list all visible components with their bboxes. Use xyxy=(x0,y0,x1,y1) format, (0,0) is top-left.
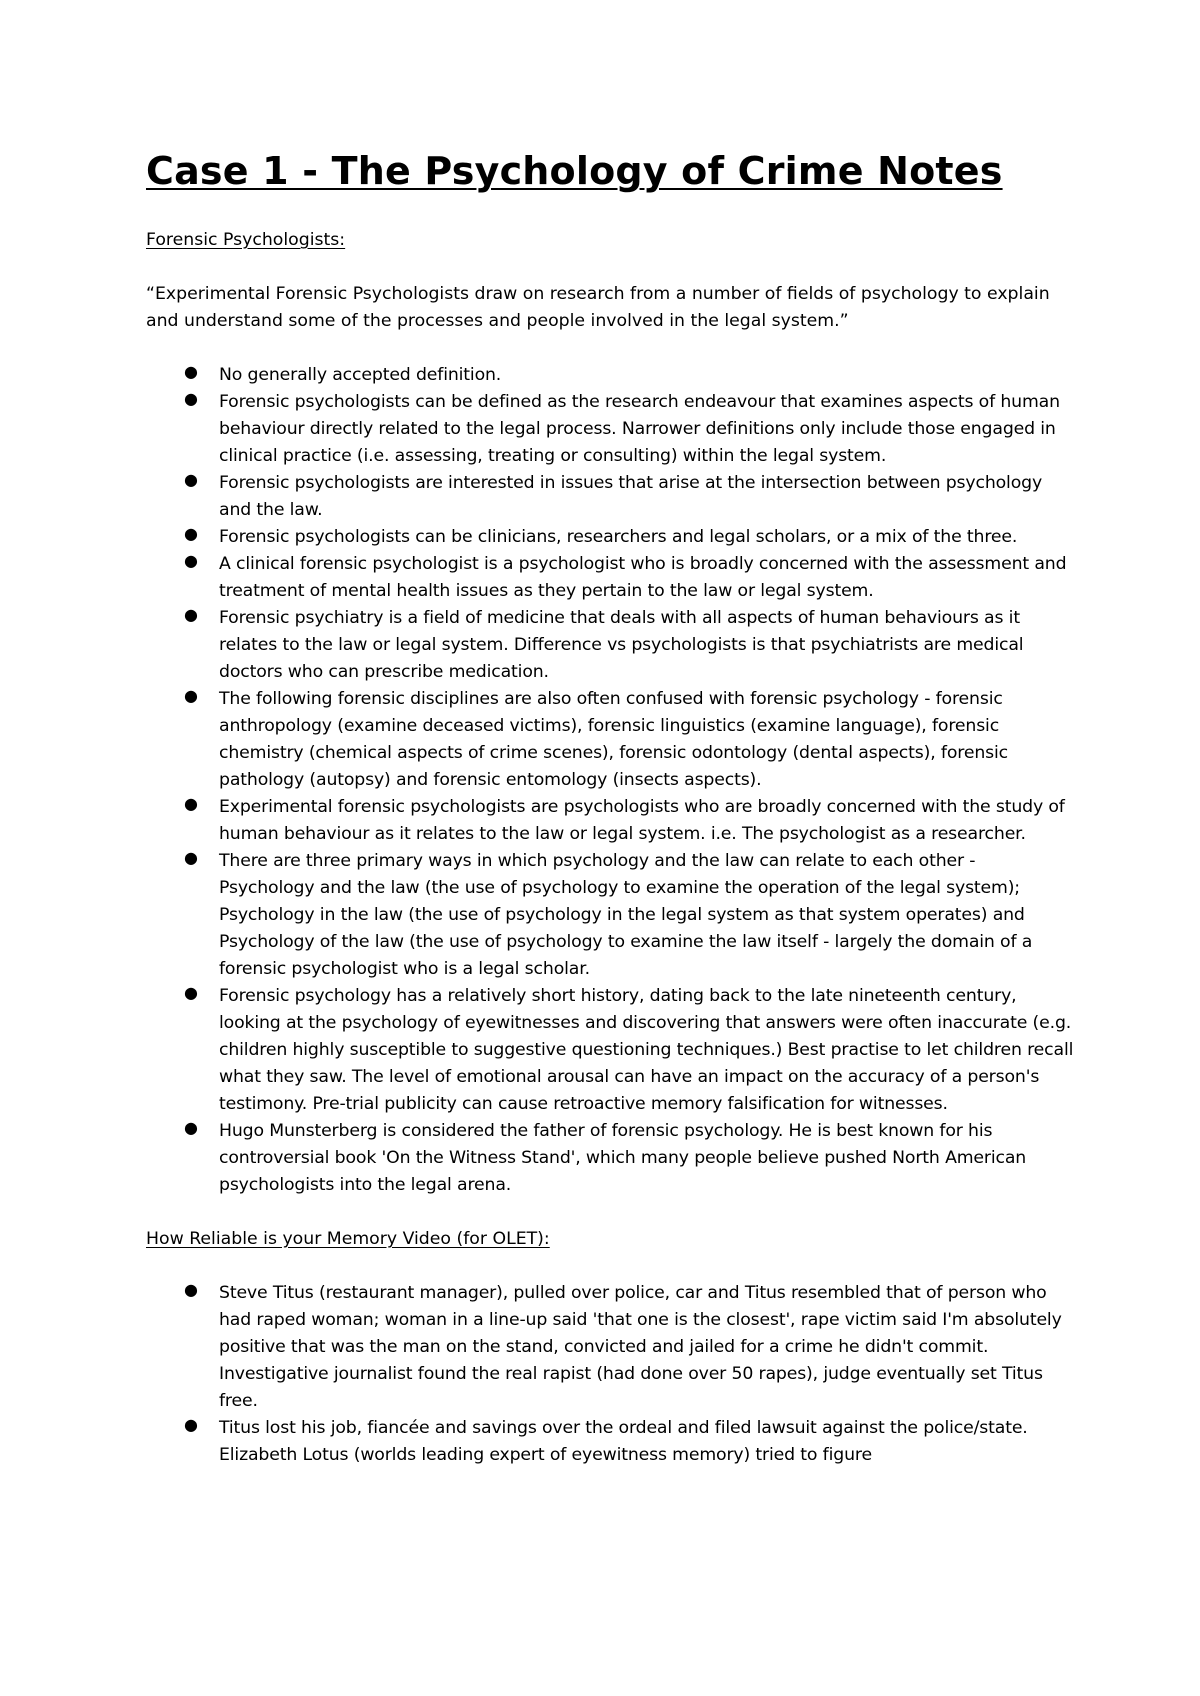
bullet-icon: ● xyxy=(184,686,198,705)
list-item-text: Forensic psychologists are interested in issues that arise at the intersection between psychology and the law. xyxy=(219,473,1043,520)
list-item-text: Experimental forensic psychologists are psychologists who are broadly concerned with the study of human behaviour as it relates to the law or legal system. i.e. The psychologist as a researcher. xyxy=(219,797,1065,844)
section-heading-forensic-psychologists: Forensic Psychologists: xyxy=(146,230,346,250)
list-item xyxy=(146,389,1076,470)
list-item xyxy=(146,794,1076,848)
list-item xyxy=(146,983,1076,1118)
bullet-icon: ● xyxy=(184,983,198,1002)
list-item xyxy=(146,1415,1076,1469)
list-item-text: Steve Titus (restaurant manager), pulled over police, car and Titus resembled that of person who had raped woman; woman in a line-up said 'that one is the closest', rape victim said I'm absolutely positive that was the man on the stand, convicted and jailed for a crime he didn't commit. Investigative journalist found the real rapist (had done over 50 rapes), judge eventually set Titus free. xyxy=(219,1283,1062,1411)
list-item-text: A clinical forensic psychologist is a psychologist who is broadly concerned with the assessment and treatment of mental health issues as they pertain to the law or legal system. xyxy=(219,554,1067,601)
list-item xyxy=(146,362,1076,389)
bullet-icon: ● xyxy=(184,1415,198,1434)
list-item xyxy=(146,1280,1076,1415)
list-item-text: Forensic psychologists can be clinicians, researchers and legal scholars, or a mix of the three. xyxy=(219,527,1018,547)
bullet-icon: ● xyxy=(184,1118,198,1137)
definition-quote: “Experimental Forensic Psychologists draw on research from a number of fields of psychology to explain and understand some of the processes and people involved in the legal system.” xyxy=(146,284,1050,331)
list-item-text: No generally accepted definition. xyxy=(219,365,502,385)
list-item-text: Forensic psychologists can be defined as the research endeavour that examines aspects of human behaviour directly related to the legal process. Narrower definitions only include those engaged in clinical practice (i.e. assessing, treating or consulting) within the legal system. xyxy=(219,392,1060,466)
list-item xyxy=(146,1118,1076,1199)
list-item-text: There are three primary ways in which psychology and the law can relate to each other - Psychology and the law (the use of psychology to examine the operation of the legal system); Psychology in the law (the use of psychology in the legal system as that system operates) and Psychology of the law (the use of psychology to examine the law itself - largely the domain of a forensic psychologist who is a legal scholar. xyxy=(219,851,1033,979)
bullet-list-forensic-psychologists xyxy=(146,362,1076,1199)
list-item-text: Forensic psychiatry is a field of medicine that deals with all aspects of human behaviours as it relates to the law or legal system. Difference vs psychologists is that psychiatrists are medical doctors who can prescribe medication. xyxy=(219,608,1024,682)
list-item-text: The following forensic disciplines are also often confused with forensic psychology - forensic anthropology (examine deceased victims), forensic linguistics (examine language), forensic chemistry (chemical aspects of crime scenes), forensic odontology (dental aspects), forensic pathology (autopsy) and forensic entomology (insects aspects). xyxy=(219,689,1008,790)
bullet-icon: ● xyxy=(184,389,198,408)
list-item xyxy=(146,605,1076,686)
bullet-icon: ● xyxy=(184,605,198,624)
list-item xyxy=(146,470,1076,524)
page-title: Case 1 - The Psychology of Crime Notes xyxy=(146,149,1003,193)
bullet-icon: ● xyxy=(184,362,198,381)
list-item xyxy=(146,524,1076,551)
bullet-icon: ● xyxy=(184,1280,198,1299)
list-item-text: Hugo Munsterberg is considered the father of forensic psychology. He is best known for his controversial book 'On the Witness Stand', which many people believe pushed North American psychologists into the legal arena. xyxy=(219,1121,1027,1195)
list-item xyxy=(146,551,1076,605)
list-item xyxy=(146,686,1076,794)
bullet-icon: ● xyxy=(184,551,198,570)
section-heading-memory-video: How Reliable is your Memory Video (for OLET): xyxy=(146,1229,550,1249)
bullet-icon: ● xyxy=(184,848,198,867)
list-item xyxy=(146,848,1076,983)
list-item-text: Titus lost his job, fiancée and savings over the ordeal and filed lawsuit against the police/state. Elizabeth Lotus (worlds leading expert of eyewitness memory) tried to figure xyxy=(219,1418,1028,1465)
bullet-icon: ● xyxy=(184,470,198,489)
list-item-text: Forensic psychology has a relatively short history, dating back to the late nineteenth century, looking at the psychology of eyewitnesses and discovering that answers were often inaccurate (e.g. children highly susceptible to suggestive questioning techniques.) Best practise to let children recall what they saw. The level of emotional arousal can have an impact on the accuracy of a person's testimony. Pre-trial publicity can cause retroactive memory falsification for witnesses. xyxy=(219,986,1074,1114)
bullet-list-memory-video xyxy=(146,1280,1076,1469)
document-content xyxy=(146,146,1076,1469)
bullet-icon: ● xyxy=(184,524,198,543)
bullet-icon: ● xyxy=(184,794,198,813)
